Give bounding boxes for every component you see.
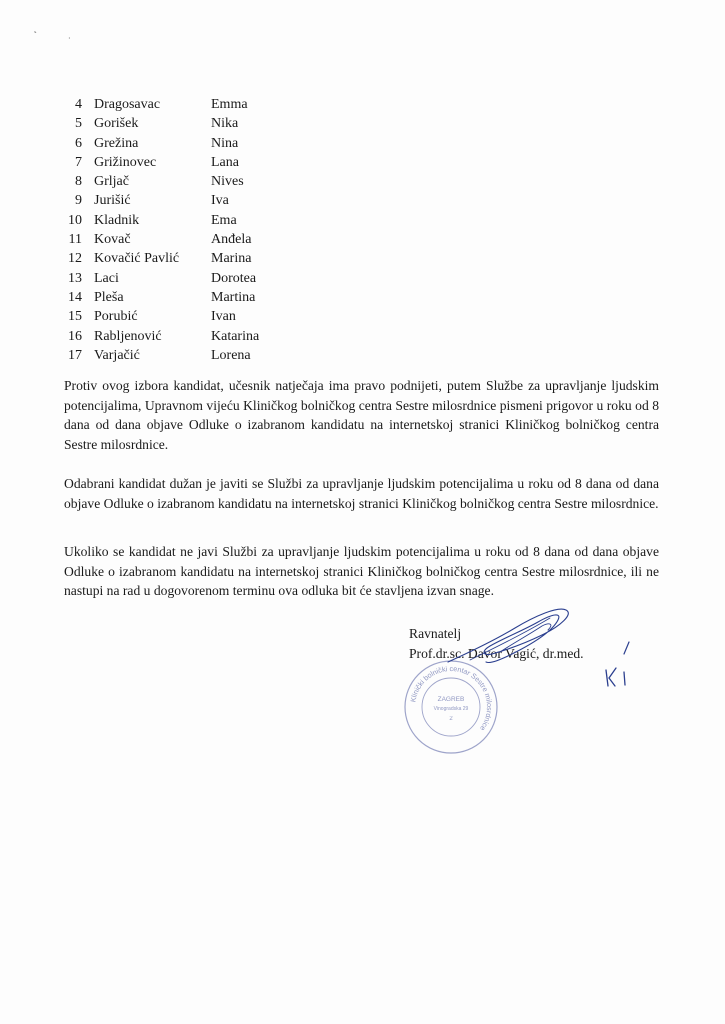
handwritten-signature [440, 600, 580, 675]
candidate-row [66, 153, 366, 172]
candidate-surname: Dragosavac [94, 97, 161, 112]
scan-speck: · [68, 34, 71, 43]
stamp-street: Vinogradska 29 [433, 706, 469, 712]
candidate-given-name: Marina [211, 251, 252, 267]
stamp-city: ZAGREB [437, 696, 465, 703]
candidate-number: 11 [68, 232, 82, 248]
candidate-number: 16 [68, 328, 82, 344]
candidate-given-name: Lana [211, 154, 239, 170]
candidate-given-name: Dorotea [211, 270, 257, 286]
candidate-row [66, 249, 366, 268]
candidate-row [66, 134, 366, 153]
candidate-surname: Porubić [94, 309, 138, 325]
stamp-number: 2 [449, 716, 453, 722]
candidate-number: 10 [68, 212, 82, 228]
candidate-row [66, 114, 366, 133]
candidate-surname: Gorišek [94, 116, 139, 132]
candidate-number: 8 [75, 174, 82, 190]
candidate-row [66, 346, 366, 365]
candidate-given-name: Nika [211, 116, 239, 132]
candidate-surname: Grežina [94, 135, 139, 151]
candidate-row [66, 288, 366, 307]
candidate-number: 14 [68, 289, 82, 305]
candidate-surname: Kovačić Pavlić [94, 251, 180, 267]
candidate-number: 13 [68, 270, 82, 286]
candidate-given-name: Ivan [211, 309, 236, 325]
duty-paragraph: Odabrani kandidat dužan je javiti se Službi za upravljanje ljudskim potencijalima u roku od 8 dana od dana objave Odluke o izabranom kandidatu na internetskoj stranici Kliničkog bolničkog centra Sestre milosrdnice. [64, 476, 659, 511]
stamp-outer-text: Klinički bolnički centar Sestre milosrdnice [408, 663, 495, 733]
candidate-given-name: Iva [211, 193, 229, 209]
candidate-surname: Kladnik [94, 212, 140, 228]
candidate-surname: Varjačić [94, 347, 140, 363]
candidate-row [66, 95, 366, 114]
candidate-surname: Jurišić [94, 193, 131, 209]
candidate-given-name: Emma [211, 97, 248, 112]
candidate-row [66, 191, 366, 210]
candidate-row [66, 269, 366, 288]
handwritten-initials [598, 640, 638, 688]
candidate-number: 5 [75, 116, 82, 132]
candidate-list [66, 95, 366, 365]
candidate-surname: Kovač [94, 232, 131, 248]
candidate-number: 4 [75, 97, 82, 112]
candidate-number: 15 [68, 309, 82, 325]
candidate-number: 12 [68, 251, 82, 267]
candidate-surname: Laci [94, 270, 119, 286]
signatory-name: Prof.dr.sc. Davor Vagić, dr.med. [409, 645, 584, 661]
candidate-surname: Pleša [94, 289, 124, 305]
candidate-given-name: Ema [211, 212, 237, 228]
signatory-role: Ravnatelj [409, 626, 462, 641]
candidate-surname: Grižinovec [94, 154, 157, 170]
candidate-row [66, 307, 366, 326]
candidate-row [66, 172, 366, 191]
scan-speck: ˛ [34, 23, 37, 33]
candidate-given-name: Martina [211, 289, 256, 305]
failure-paragraph: Ukoliko se kandidat ne javi Službi za upravljanje ljudskim potencijalima u roku od 8 dana od dana objave Odluke o izabranom kandidatu na internetskoj stranici Kliničkog bolničkog centra Sestre milosrdnice, ili ne nastupi na rad u dogovorenom terminu ova odluka bit će stavljena izvan snage. [64, 544, 659, 598]
candidate-row [66, 211, 366, 230]
candidate-given-name: Nives [211, 174, 244, 190]
candidate-number: 7 [75, 154, 82, 170]
candidate-given-name: Nina [211, 135, 239, 151]
candidate-number: 6 [75, 135, 82, 151]
candidate-given-name: Katarina [211, 328, 260, 344]
candidate-surname: Grljač [94, 174, 129, 190]
candidate-number: 17 [68, 347, 82, 363]
candidate-row [66, 230, 366, 249]
candidate-surname: Rabljenović [94, 328, 162, 344]
candidate-row [66, 327, 366, 346]
candidate-number: 9 [75, 193, 82, 209]
objection-paragraph: Protiv ovog izbora kandidat, učesnik natječaja ima pravo podnijeti, putem Službe za upravljanje ljudskim potencijalima, Upravnom vijeću Kliničkog bolničkog centra Sestre milosrdnice pismeni prigovor u roku od 8 dana od dana objave Odluke o izabranom kandidatu na internetskoj stranici Kliničkog bolničkog centra Sestre milosrdnice. [64, 378, 659, 452]
candidate-given-name: Lorena [211, 347, 251, 363]
candidate-given-name: Anđela [211, 232, 252, 248]
